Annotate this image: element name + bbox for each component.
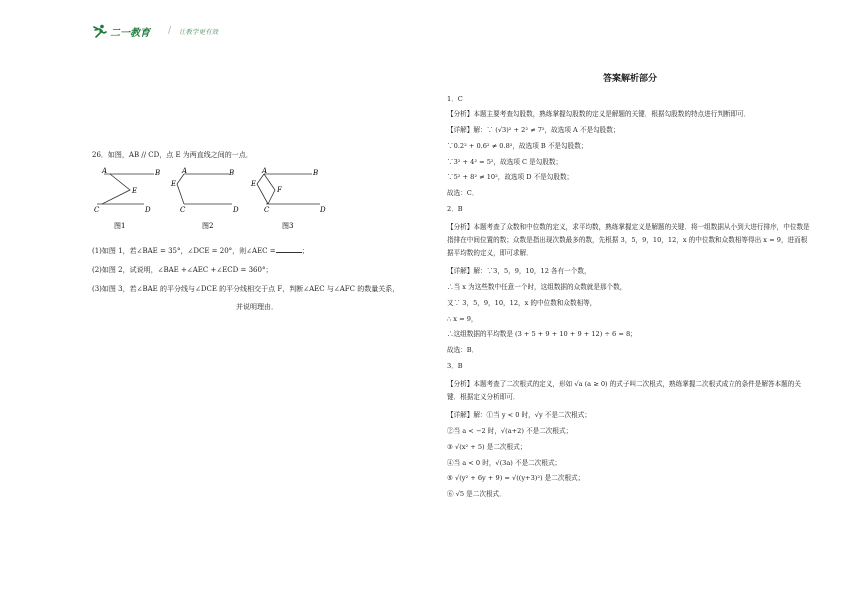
answer-line: ∴这组数据的平均数是 (3 + 5 + 9 + 10 + 9 + 12) ÷ 6 = 8； bbox=[447, 330, 637, 339]
fig2-label-D: D bbox=[233, 206, 239, 214]
part-3-continued: 并说明理由． bbox=[236, 302, 278, 311]
slogan: 让教学更有效 bbox=[179, 27, 219, 36]
fig2-label-C: C bbox=[180, 206, 186, 214]
fig3-label-C: C bbox=[264, 206, 270, 214]
question-26 bbox=[92, 150, 422, 312]
fig1-label-C: C bbox=[94, 206, 100, 214]
fig1-label-D: D bbox=[145, 206, 151, 214]
answer-line: ④当 a < 0 时，√(3a) 不是二次根式； bbox=[447, 458, 562, 467]
page-header bbox=[92, 20, 218, 42]
fig2-label-E: E bbox=[171, 180, 177, 188]
logo-runner-icon bbox=[92, 24, 108, 38]
fig2-caption: 图2 bbox=[202, 222, 214, 230]
answer-line: ∴ x = 9， bbox=[447, 314, 478, 323]
fig3-label-B: B bbox=[313, 169, 319, 177]
answer-section bbox=[447, 74, 813, 506]
answer-line: 【详解】解：∵ (√3)² + 2² ≠ 7²，故选项 A 不是勾股数； bbox=[447, 126, 620, 135]
answer-line: ⑤ √(y² + 6y + 9) = √((y+3)²) 是二次根式； bbox=[447, 474, 585, 483]
answer-line: ∵0.2² + 0.6² ≠ 0.8²，故选项 B 不是勾股数； bbox=[447, 141, 588, 150]
answer-line: 【详解】解：①当 y < 0 时，√y 不是二次根式； bbox=[447, 411, 591, 420]
answer-line: 故选：C． bbox=[447, 189, 479, 198]
part-3: (3)如图 3，若∠BAE 的平分线与∠DCE 的平分线相交于点 F，判断∠AEC 与∠AFC 的数量关系， bbox=[92, 285, 400, 294]
answer-line: 【分析】本题考查了二次根式的定义，形如 √a (a ≥ 0) 的式子叫二次根式，熟练掌握二次根式成立的条件是解答本题的关键．根据定义分析即可． bbox=[447, 379, 801, 401]
figure-2 bbox=[170, 167, 239, 214]
answer-heading: 答案解析部分 bbox=[602, 74, 657, 84]
answer-line: ⑥ √5 是二次根式． bbox=[447, 490, 506, 498]
answer-line: 1．C bbox=[447, 94, 463, 103]
answer-line: ∵5² + 8² ≠ 10²，故选项 D 不是勾股数； bbox=[447, 173, 574, 182]
fig3-label-A: A bbox=[262, 167, 268, 175]
answer-line: ∵3² + 4² = 5²，故选项 C 是勾股数； bbox=[447, 157, 563, 166]
figures bbox=[92, 166, 422, 238]
fig2-label-A: A bbox=[182, 167, 188, 175]
part-2: (2)如图 2，试说明，∠BAE +∠AEC +∠ECD = 360°； bbox=[92, 266, 273, 275]
part-1 bbox=[92, 246, 422, 257]
answer-line: 又∵ 3，5，9，10，12，x 的中位数和众数相等， bbox=[447, 298, 597, 307]
question-title: 26．如图，AB // CD，点 E 为两直线之间的一点． bbox=[92, 151, 253, 159]
geometry-figures bbox=[92, 166, 332, 238]
answer-line: ③ √(x² + 5) 是二次根式； bbox=[447, 442, 527, 451]
fig1-caption: 图1 bbox=[114, 222, 126, 230]
part-1-end: ； bbox=[301, 247, 309, 255]
fig1-label-A: A bbox=[102, 167, 108, 175]
answer-line: 【详解】解：∵3，5，9，10，12 各有一个数， bbox=[447, 267, 591, 276]
answer-line: 【分析】本题主要考查勾股数，熟练掌握勾股数的定义是解题的关键．根据勾股数的特点进行判断即可． bbox=[447, 110, 751, 119]
answer-line: 2．B bbox=[447, 204, 463, 213]
fig2-label-B: B bbox=[229, 169, 235, 177]
fig1-label-E: E bbox=[132, 187, 138, 195]
fig3-caption: 图3 bbox=[282, 222, 294, 230]
fig3-label-D: D bbox=[320, 206, 326, 214]
answer-line: ∴当 x 为这些数中任意一个时，这组数据的众数就是那个数， bbox=[447, 283, 627, 292]
fig3-label-E: E bbox=[251, 180, 257, 188]
figure-3 bbox=[250, 167, 326, 214]
logo-text: 二一教育 bbox=[110, 27, 150, 39]
answer-line: 故选：B． bbox=[447, 346, 479, 355]
answer-blank[interactable] bbox=[276, 252, 302, 253]
figure-1 bbox=[94, 167, 160, 214]
logo bbox=[92, 24, 150, 39]
answer-line: 【分析】本题考查了众数和中位数的定义，求平均数，熟练掌握定义是解题的关键．将一组数据从小到大进行排序，中位数是指排在中间位置的数；众数是指出现次数最多的数，先根据 3，5，9，10，12，x 的中位数和众数相等得出 x = 9，进而根据平均数的定义，即可求解． bbox=[447, 222, 810, 258]
fig1-label-B: B bbox=[155, 169, 161, 177]
part-1-text: (1)如图 1，若∠BAE = 35°，∠DCE = 20°，则∠AEC = bbox=[92, 247, 276, 255]
answer-line: ②当 a < −2 时，√(a+2) 不是二次根式； bbox=[447, 427, 573, 435]
slogan-separator: / bbox=[168, 26, 172, 36]
answer-line: 3．B bbox=[447, 361, 463, 370]
fig3-label-F: F bbox=[277, 186, 282, 194]
